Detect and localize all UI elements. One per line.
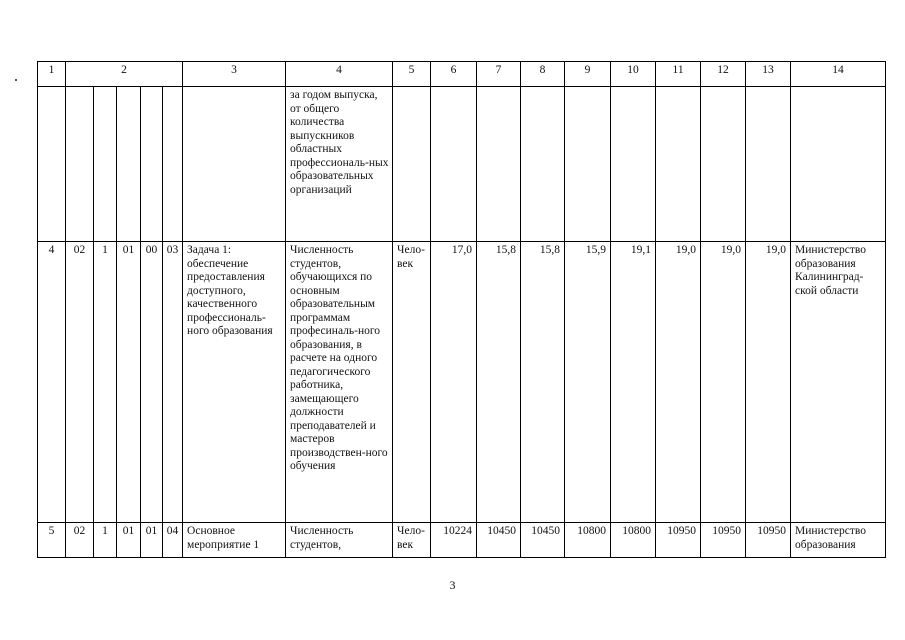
code-cell: 1 — [94, 242, 117, 523]
code-cell — [94, 87, 117, 242]
value-cell: 19,1 — [611, 242, 656, 523]
responsible-cell: Министерство образования Калининград-ской области — [791, 242, 886, 523]
value-cell: 15,8 — [477, 242, 521, 523]
table-row — [38, 242, 886, 523]
unit-cell — [393, 87, 431, 242]
value-cell: 19,0 — [701, 242, 746, 523]
value-cell: 19,0 — [746, 242, 791, 523]
header-cell: 10 — [611, 62, 656, 87]
value-cell — [611, 87, 656, 242]
code-cell: 1 — [94, 523, 117, 558]
code-cell: 02 — [66, 523, 94, 558]
header-cell: 3 — [183, 62, 286, 87]
header-cell: 5 — [393, 62, 431, 87]
value-cell: 15,9 — [565, 242, 611, 523]
value-cell — [565, 87, 611, 242]
header-cell: 8 — [521, 62, 565, 87]
code-cell: 00 — [141, 242, 163, 523]
task-cell: Основное мероприятие 1 — [183, 523, 286, 558]
value-cell: 15,8 — [521, 242, 565, 523]
code-cell — [117, 87, 141, 242]
value-cell — [521, 87, 565, 242]
scan-speck — [15, 79, 17, 81]
table-row — [38, 523, 886, 558]
value-cell: 19,0 — [656, 242, 701, 523]
header-cell: 1 — [38, 62, 66, 87]
page-number: 3 — [449, 578, 456, 592]
code-cell — [163, 87, 183, 242]
code-cell — [66, 87, 94, 242]
unit-cell: Чело-век — [393, 523, 431, 558]
header-cell: 12 — [701, 62, 746, 87]
code-cell: 01 — [141, 523, 163, 558]
header-cell: 11 — [656, 62, 701, 87]
value-cell: 10950 — [656, 523, 701, 558]
value-cell — [477, 87, 521, 242]
code-cell: 03 — [163, 242, 183, 523]
code-cell: 01 — [117, 242, 141, 523]
row-number: 4 — [38, 242, 66, 523]
value-cell: 10450 — [477, 523, 521, 558]
value-cell — [746, 87, 791, 242]
task-cell: Задача 1: обеспечение предоставления доступного, качественного профессиональ-ного образования — [183, 242, 286, 523]
indicator-cell: Численность студентов, — [286, 523, 393, 558]
responsible-cell: Министерство образования — [791, 523, 886, 558]
code-cell: 01 — [117, 523, 141, 558]
value-cell — [431, 87, 477, 242]
header-cell: 14 — [791, 62, 886, 87]
value-cell: 10800 — [611, 523, 656, 558]
value-cell: 10950 — [746, 523, 791, 558]
indicator-cell: Численность студентов, обучающихся по основным образовательным программам професиналь-ного образования, в расчете на одного педагогического работника, замещающего должности преподавателей и мастеров производствен-ного обучения — [286, 242, 393, 523]
unit-cell: Чело-век — [393, 242, 431, 523]
value-cell: 10450 — [521, 523, 565, 558]
code-cell — [141, 87, 163, 242]
value-cell — [701, 87, 746, 242]
responsible-cell — [791, 87, 886, 242]
row-number — [38, 87, 66, 242]
value-cell: 10800 — [565, 523, 611, 558]
value-cell: 10950 — [701, 523, 746, 558]
header-cell: 9 — [565, 62, 611, 87]
table-row — [38, 87, 886, 242]
task-cell — [183, 87, 286, 242]
program-table — [37, 61, 886, 558]
header-cell: 7 — [477, 62, 521, 87]
value-cell: 17,0 — [431, 242, 477, 523]
row-number: 5 — [38, 523, 66, 558]
table-header-row — [38, 62, 886, 87]
code-cell: 02 — [66, 242, 94, 523]
header-cell: 6 — [431, 62, 477, 87]
value-cell — [656, 87, 701, 242]
header-cell: 4 — [286, 62, 393, 87]
header-cell: 13 — [746, 62, 791, 87]
code-cell: 04 — [163, 523, 183, 558]
value-cell: 10224 — [431, 523, 477, 558]
indicator-cell: за годом выпуска, от общего количества выпускников областных профессиональ-ных образовательных организаций — [286, 87, 393, 242]
header-cell: 2 — [66, 62, 183, 87]
